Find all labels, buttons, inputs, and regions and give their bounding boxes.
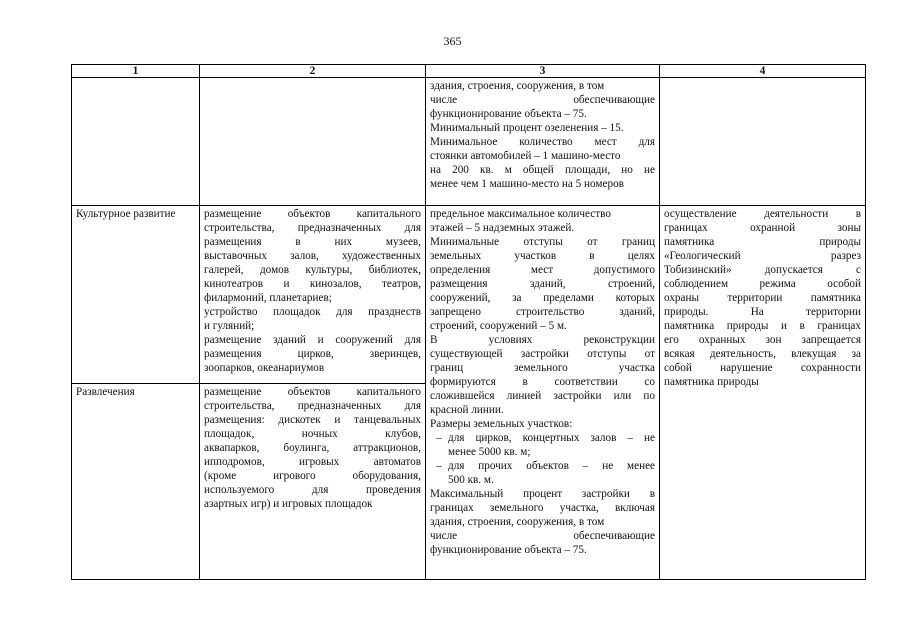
row-name-cultural-development [72, 206, 200, 384]
text-line: В условиях реконструкции [430, 334, 655, 346]
text-line: сложившейся линией застройки или по [430, 390, 655, 402]
text-line: ипподромов, игровых автоматов [204, 456, 421, 468]
text-line: границах охранной зоны [664, 222, 861, 234]
merged-col4-restrictions [660, 206, 866, 580]
text-line: здания, строения, сооружения, в том [430, 516, 605, 528]
text-line: собой нарушение сохранности [664, 362, 861, 374]
text-line: границах земельного участка, включая [430, 502, 655, 514]
text-line: строительства, предназначенных для [204, 400, 421, 412]
text-line: размещение зданий и сооружений для [204, 334, 421, 346]
text-line: Минимальное количество мест для [430, 136, 655, 148]
text-line: размещения зданий, строений, [430, 278, 655, 290]
text-line: площадок, ночных клубов, [204, 428, 421, 440]
text-line: охраны территории памятника [664, 292, 861, 304]
text-line: размещение объектов капитального [204, 386, 421, 398]
text-line: его охранных зон запрещается [664, 334, 861, 346]
dash-bullet: – [436, 460, 442, 472]
text-line: аквапарков, боулинга, аттракционов, [204, 442, 421, 454]
text-line: размещения цирков, зверинцев, [204, 348, 421, 360]
list-item-continuation: менее 5000 кв. м; [448, 446, 531, 458]
text-line: числе обеспечивающие [430, 94, 655, 106]
row-name-text: Культурное развитие [76, 208, 176, 220]
list-item-continuation: 500 кв. м. [448, 474, 494, 486]
text-line: строительства, предназначенных для [204, 222, 421, 234]
text-line: стоянки автомобилей – 1 машино-место [430, 150, 621, 162]
text-line: Минимальный процент озеленения – 15. [430, 122, 624, 134]
text-line: выставочных залов, художественных [204, 250, 421, 262]
list-item-text: для цирков, концертных залов – не [448, 432, 655, 444]
list-item [430, 431, 655, 445]
text-line: филармоний, планетариев; [204, 292, 332, 304]
text-line: устройство площадок для празднеств [204, 306, 421, 318]
text-line: размещения: дискотек и танцевальных [204, 414, 421, 426]
row-name-text: Развлечения [76, 386, 135, 398]
zoning-table [71, 64, 866, 580]
header-col-4: 4 [660, 65, 866, 78]
text-line: памятника природы и в границах [664, 320, 861, 332]
header-col-1: 1 [72, 65, 200, 78]
text-line: галерей, домов культуры, библиотек, [204, 264, 421, 276]
row0-col3 [426, 78, 660, 206]
text-line: существующей застройки отступы от [430, 348, 655, 360]
text-line: формируются в соответствии со [430, 376, 655, 388]
text-line: строений, сооружений – 5 м. [430, 320, 567, 332]
text-line: размещения в них музеев, [204, 236, 421, 248]
text-line: границ земельного участка [430, 362, 655, 374]
text-line: «Геологический разрез [664, 250, 861, 262]
text-line: памятника природы [664, 236, 861, 248]
text-line: определения мест допустимого [430, 264, 655, 276]
table-row-cultural-development [72, 206, 866, 384]
text-line: функционирование объекта – 75. [430, 544, 587, 556]
text-line: осуществление деятельности в [664, 208, 861, 220]
list-item-text: для прочих объектов – не менее [448, 460, 655, 472]
merged-col3-parameters [426, 206, 660, 580]
text-line: менее чем 1 машино-место на 5 номеров [430, 178, 624, 190]
page-number: 365 [443, 34, 462, 48]
text-line: этажей – 5 надземных этажей. [430, 222, 575, 234]
text-line: Максимальный процент застройки в [430, 488, 655, 500]
text-line: Минимальные отступы от границ [430, 236, 655, 248]
row0-col4 [660, 78, 866, 206]
text-line: соблюдением режима особой [664, 278, 861, 290]
text-line: числе обеспечивающие [430, 530, 655, 542]
text-line: красной линии. [430, 404, 504, 416]
text-line: запрещено строительство зданий, [430, 306, 655, 318]
text-line: зоопарков, океанариумов [204, 362, 325, 374]
text-line: здания, строения, сооружения, в том [430, 80, 605, 92]
row1-col2 [200, 206, 426, 384]
text-line: сооружений, за пределами которых [430, 292, 655, 304]
text-line: и гуляний; [204, 320, 255, 332]
row0-col2 [200, 78, 426, 206]
text-line: природы. На территории [664, 306, 861, 318]
text-line: всякая деятельность, влекущая за [664, 348, 861, 360]
text-line: азартных игр) и игровых площадок [204, 498, 373, 510]
header-col-2: 2 [200, 65, 426, 78]
row2-col2 [200, 384, 426, 580]
text-line: земельных участков в целях [430, 250, 655, 262]
text-line: памятника природы [664, 376, 759, 388]
text-line: кинотеатров и кинозалов, театров, [204, 278, 421, 290]
text-line: Размеры земельных участков: [430, 418, 573, 430]
text-line: предельное максимальное количество [430, 208, 611, 220]
header-col-3: 3 [426, 65, 660, 78]
text-line: (кроме игрового оборудования, [204, 470, 421, 482]
header-row [72, 65, 866, 78]
row0-col1 [72, 78, 200, 206]
text-line: размещение объектов капитального [204, 208, 421, 220]
list-item [430, 459, 655, 473]
text-line: функционирование объекта – 75. [430, 108, 587, 120]
table-row-continuation [72, 78, 866, 206]
text-line: Тобизинский» допускается с [664, 264, 861, 276]
dash-bullet: – [436, 432, 442, 444]
text-line: используемого для проведения [204, 484, 421, 496]
row-name-entertainment [72, 384, 200, 580]
text-line: на 200 кв. м общей площади, но не [430, 164, 655, 176]
